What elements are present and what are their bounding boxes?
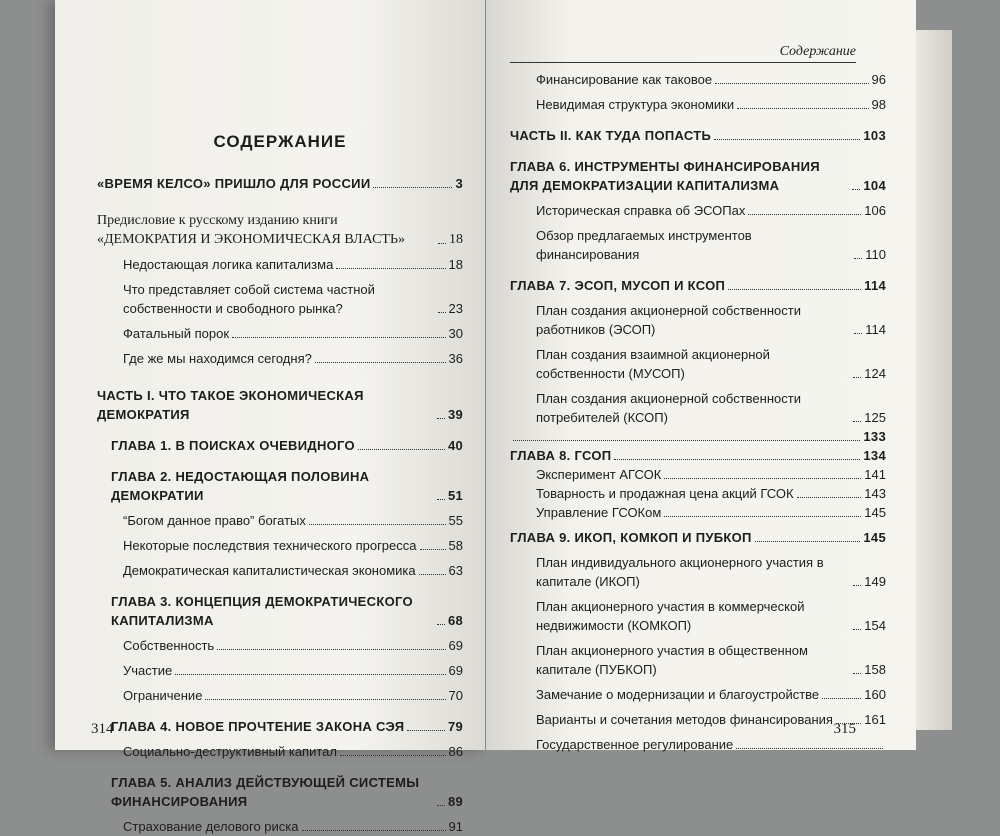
toc-title: Замечание о модернизации и благоустройстве	[536, 687, 820, 702]
toc-leader	[664, 478, 861, 479]
toc-leader	[302, 830, 446, 831]
toc-title: План создания акционерной собственности потребителей (КСОП)	[536, 391, 801, 425]
toc-leader	[437, 624, 445, 625]
toc-title: Варианты и сочетания методов финансирования	[536, 712, 833, 727]
toc-leader	[438, 312, 446, 313]
toc-title: ЧАСТЬ II. КАК ТУДА ПОПАСТЬ	[510, 128, 712, 143]
toc-page: 69	[448, 638, 463, 653]
toc-entry	[97, 592, 463, 630]
toc-page: 145	[863, 530, 886, 545]
toc-page: 160	[864, 687, 886, 702]
toc-title: Товарность и продажная цена акций ГСОК	[536, 486, 794, 501]
toc-entry	[97, 386, 463, 424]
toc-title: ГЛАВА 9. ИКОП, КОМКОП И ПУБКОП	[510, 530, 752, 545]
toc-page: 89	[447, 794, 463, 809]
toc-leader	[853, 673, 861, 674]
contents-heading: СОДЕРЖАНИЕ	[213, 132, 347, 151]
toc-leader	[340, 755, 446, 756]
toc-page: 104	[863, 178, 886, 193]
toc-title: Невидимая структура экономики	[536, 97, 735, 112]
toc-page: 158	[864, 662, 886, 677]
toc-page: 39	[447, 407, 463, 422]
toc-title: План акционерного участия в коммерческой недвижимости (КОМКОП)	[536, 599, 805, 633]
toc-entry	[97, 324, 463, 343]
toc-entry	[510, 685, 886, 704]
left-page	[55, 0, 485, 834]
toc-title: План индивидуального акционерного участия в капитале (ИКОП)	[536, 555, 824, 589]
toc-leader	[797, 497, 862, 498]
toc-page: 161	[864, 712, 886, 727]
toc-entry	[97, 773, 463, 811]
toc-page: 86	[448, 744, 463, 759]
toc-title: «ВРЕМЯ КЕЛСО» ПРИШЛО ДЛЯ РОССИИ	[97, 176, 371, 191]
right-toc	[510, 70, 886, 754]
toc-entry	[97, 717, 463, 736]
toc-entry	[510, 70, 886, 89]
toc-entry	[97, 211, 463, 249]
toc-leader	[853, 377, 861, 378]
toc-page: 40	[447, 438, 463, 453]
toc-title: Недостающая логика капитализма	[123, 257, 334, 272]
toc-page: 114	[864, 278, 886, 293]
toc-entry	[97, 255, 463, 274]
toc-leader	[419, 574, 446, 575]
toc-entry	[97, 661, 463, 680]
toc-title: ГЛАВА 6. ИНСТРУМЕНТЫ ФИНАНСИРОВАНИЯ ДЛЯ ДЕМОКРАТИЗАЦИИ КАПИТАЛИЗМА	[510, 159, 820, 193]
toc-title: Участие	[123, 663, 173, 678]
page-number: 314	[91, 721, 114, 737]
toc-leader	[614, 459, 860, 460]
toc-entry	[510, 201, 886, 220]
toc-entry	[97, 817, 463, 836]
toc-leader	[309, 524, 446, 525]
toc-page: 143	[864, 486, 886, 501]
right-page	[486, 0, 916, 750]
toc-page: 79	[447, 719, 463, 734]
toc-leader	[852, 189, 860, 190]
toc-leader	[728, 289, 861, 290]
toc-title: Предисловие к русскому изданию книги «ДЕМОКРАТИЯ И ЭКОНОМИЧЕСКАЯ ВЛАСТЬ»	[97, 213, 406, 247]
toc-page: 125	[864, 410, 886, 425]
toc-leader	[315, 362, 446, 363]
toc-title: План создания акционерной собственности работников (ЭСОП)	[536, 303, 801, 337]
toc-title: Социально-деструктивный капитал	[123, 744, 337, 759]
toc-title: ГЛАВА 3. КОНЦЕПЦИЯ ДЕМОКРАТИЧЕСКОГО КАПИТАЛИЗМА	[111, 594, 413, 628]
toc-leader	[853, 585, 861, 586]
toc-page: 106	[864, 203, 886, 218]
toc-leader	[737, 108, 868, 109]
toc-entry	[510, 735, 886, 754]
left-toc	[97, 174, 463, 836]
toc-page: 149	[864, 574, 886, 589]
toc-page: 70	[448, 688, 463, 703]
toc-page: 18	[449, 232, 463, 247]
toc-title: Ограничение	[123, 688, 203, 703]
toc-title: ГЛАВА 8. ГСОП	[510, 448, 612, 463]
toc-entry	[510, 465, 886, 484]
page-number: 315	[833, 721, 856, 737]
toc-leader	[438, 243, 446, 244]
toc-leader	[437, 805, 445, 806]
toc-page: 30	[448, 326, 463, 341]
toc-leader	[232, 337, 445, 338]
toc-leader	[205, 699, 445, 700]
toc-title: ГЛАВА 1. В ПОИСКАХ ОЧЕВИДНОГО	[111, 438, 355, 453]
toc-page: 110	[865, 247, 886, 262]
toc-title: Обзор предлагаемых инструментов финансирования	[536, 228, 752, 262]
toc-leader	[217, 649, 445, 650]
toc-leader	[854, 258, 862, 259]
toc-title: Историческая справка об ЭСОПах	[536, 203, 746, 218]
toc-entry	[510, 446, 886, 465]
running-head: Содержание	[779, 44, 856, 59]
toc-page: 141	[864, 467, 886, 482]
toc-title: Что представляет собой система частной собственности и свободного рынка?	[123, 282, 375, 316]
toc-leader	[853, 421, 861, 422]
toc-entry	[510, 157, 886, 195]
toc-page: 114	[865, 322, 886, 337]
toc-entry	[97, 636, 463, 655]
toc-leader	[407, 730, 445, 731]
toc-title: План акционерного участия в общественном капитале (ПУБКОП)	[536, 643, 808, 677]
toc-page: 23	[448, 301, 463, 316]
toc-title: План создания взаимной акционерной собственности (МУСОП)	[536, 347, 770, 381]
toc-leader	[664, 516, 861, 517]
toc-title: “Богом данное право” богатых	[123, 513, 306, 528]
toc-entry	[510, 553, 886, 591]
toc-title: Фатальный порок	[123, 326, 230, 341]
toc-page: 51	[447, 488, 463, 503]
toc-entry	[97, 467, 463, 505]
toc-page: 133	[863, 429, 886, 444]
toc-entry	[510, 226, 886, 264]
toc-leader	[437, 418, 445, 419]
toc-entry	[510, 528, 886, 547]
toc-page: 134	[863, 448, 886, 463]
toc-page: 69	[448, 663, 463, 678]
toc-page: 36	[448, 351, 463, 366]
toc-leader	[755, 541, 861, 542]
toc-title: Демократическая капиталистическая экономика	[123, 563, 416, 578]
toc-entry	[510, 597, 886, 635]
toc-leader	[336, 268, 445, 269]
toc-leader	[358, 449, 445, 450]
toc-page: 58	[448, 538, 463, 553]
toc-page: 98	[871, 97, 886, 112]
toc-entry	[510, 710, 886, 729]
toc-entry	[510, 345, 886, 383]
toc-page: 55	[448, 513, 463, 528]
toc-entry	[97, 742, 463, 761]
toc-title: ГЛАВА 5. АНАЛИЗ ДЕЙСТВУЮЩЕЙ СИСТЕМЫ ФИНАНСИРОВАНИЯ	[111, 775, 420, 809]
toc-page: 154	[864, 618, 886, 633]
toc-leader	[853, 629, 861, 630]
toc-entry	[510, 95, 886, 114]
toc-title: Собственность	[123, 638, 215, 653]
toc-entry	[510, 126, 886, 145]
toc-entry	[97, 686, 463, 705]
toc-title: Эксперимент АГСОК	[536, 467, 662, 482]
toc-title: Управление ГСОКом	[536, 505, 662, 520]
toc-page: 68	[447, 613, 463, 628]
toc-entry	[510, 389, 886, 427]
toc-entry	[97, 536, 463, 555]
toc-leader	[715, 83, 868, 84]
page-edges	[916, 30, 952, 730]
toc-title: Финансирование как таковое	[536, 72, 713, 87]
toc-entry	[510, 484, 886, 503]
toc-leader	[513, 440, 860, 441]
toc-title: ГЛАВА 2. НЕДОСТАЮЩАЯ ПОЛОВИНА ДЕМОКРАТИИ	[111, 469, 370, 503]
toc-page: 63	[448, 563, 463, 578]
toc-entry	[510, 301, 886, 339]
toc-entry	[97, 436, 463, 455]
toc-entry	[510, 427, 886, 446]
toc-page: 124	[864, 366, 886, 381]
toc-title: ГЛАВА 7. ЭСОП, МУСОП И КСОП	[510, 278, 726, 293]
toc-leader	[373, 187, 452, 188]
toc-page: 103	[863, 128, 886, 143]
toc-entry	[97, 511, 463, 530]
toc-entry	[97, 349, 463, 368]
toc-leader	[175, 674, 445, 675]
toc-title: ЧАСТЬ I. ЧТО ТАКОЕ ЭКОНОМИЧЕСКАЯ ДЕМОКРАТИЯ	[97, 388, 364, 422]
toc-page: 145	[864, 505, 886, 520]
toc-page: 3	[455, 176, 463, 191]
toc-leader	[420, 549, 446, 550]
toc-leader	[854, 333, 862, 334]
toc-leader	[748, 214, 861, 215]
toc-leader	[822, 698, 861, 699]
toc-page: 18	[448, 257, 463, 272]
toc-title: Где же мы находимся сегодня?	[123, 351, 312, 366]
toc-entry	[510, 276, 886, 295]
toc-title: Страхование делового риска	[123, 819, 299, 834]
toc-page: 96	[871, 72, 886, 87]
running-head-rule	[510, 62, 856, 63]
toc-entry	[510, 503, 886, 522]
toc-entry	[97, 561, 463, 580]
toc-entry	[97, 174, 463, 193]
toc-title: Государственное регулирование	[536, 737, 734, 752]
toc-entry	[97, 280, 463, 318]
toc-title: ГЛАВА 4. НОВОЕ ПРОЧТЕНИЕ ЗАКОНА СЭЯ	[111, 719, 405, 734]
toc-title: Некоторые последствия технического прогресса	[123, 538, 417, 553]
toc-leader	[714, 139, 860, 140]
toc-page: 91	[448, 819, 463, 834]
toc-leader	[437, 499, 445, 500]
toc-leader	[736, 748, 883, 749]
toc-entry	[510, 641, 886, 679]
